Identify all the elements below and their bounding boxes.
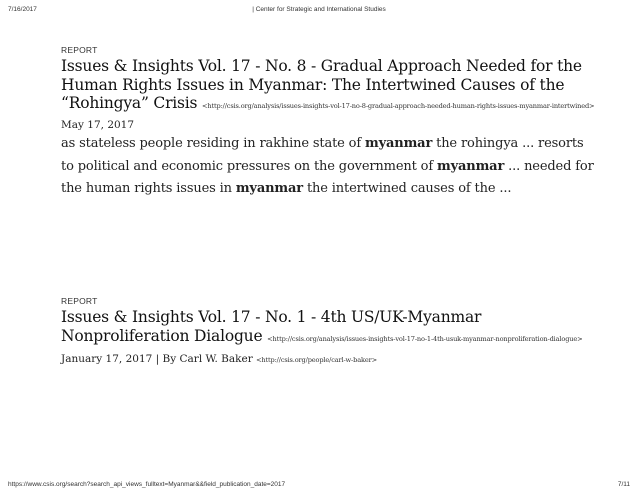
result-date: May 17, 2017 [61,119,135,131]
snippet-text: the intertwined causes of the ... [303,181,512,196]
result-url: <http://csis.org/analysis/issues-insights-vol-17-no-8-gradual-approach-needed-human-rights-issues-myanmar-intertwined> [202,102,595,110]
search-term-highlight: myanmar [235,181,303,196]
result-date-author-text: January 17, 2017 | By Carl W. Baker [61,352,253,365]
result-title-link[interactable]: Issues & Insights Vol. 17 - No. 8 - Gradual Approach Needed for the Human Rights Issues in Myanmar: The Intertwined Causes of the “Rohingya” Crisis [61,57,582,112]
search-term-highlight: myanmar [436,158,505,174]
print-footer-url: https://www.csis.org/search?search_api_views_fulltext=Myanmar&&field_publication_date=2017 [8,481,286,488]
print-footer-page-number: 7/11 [617,481,630,488]
snippet-text: ... needed for the human rights issues in [61,158,594,196]
result-date-author [61,353,598,367]
result-snippet [61,133,598,201]
result-type-label: REPORT [61,296,98,306]
snippet-text: as stateless people residing in rakhine state of [61,136,365,151]
result-type-label: REPORT [61,45,98,55]
search-result-1 [61,45,598,201]
print-header-title: | Center for Strategic and International Studies [252,6,386,13]
author-url[interactable]: <http://csis.org/people/carl-w-baker> [256,355,377,364]
result-title-link[interactable]: Issues & Insights Vol. 17 - No. 1 - 4th US/UK-Myanmar Nonproliferation Dialogue [61,308,482,345]
result-url: <http://csis.org/analysis/issues-insights-vol-17-no-1-4th-usuk-myanmar-nonproliferation-dialogue> [267,334,583,343]
result-title [61,57,598,116]
search-term-highlight: myanmar [364,136,433,151]
result-title [61,308,598,349]
search-result-2 [61,296,598,367]
snippet-text: the rohingya ... resorts to political and economic pressures on the government of [61,136,584,174]
print-header-date: 7/16/2017 [8,6,37,13]
